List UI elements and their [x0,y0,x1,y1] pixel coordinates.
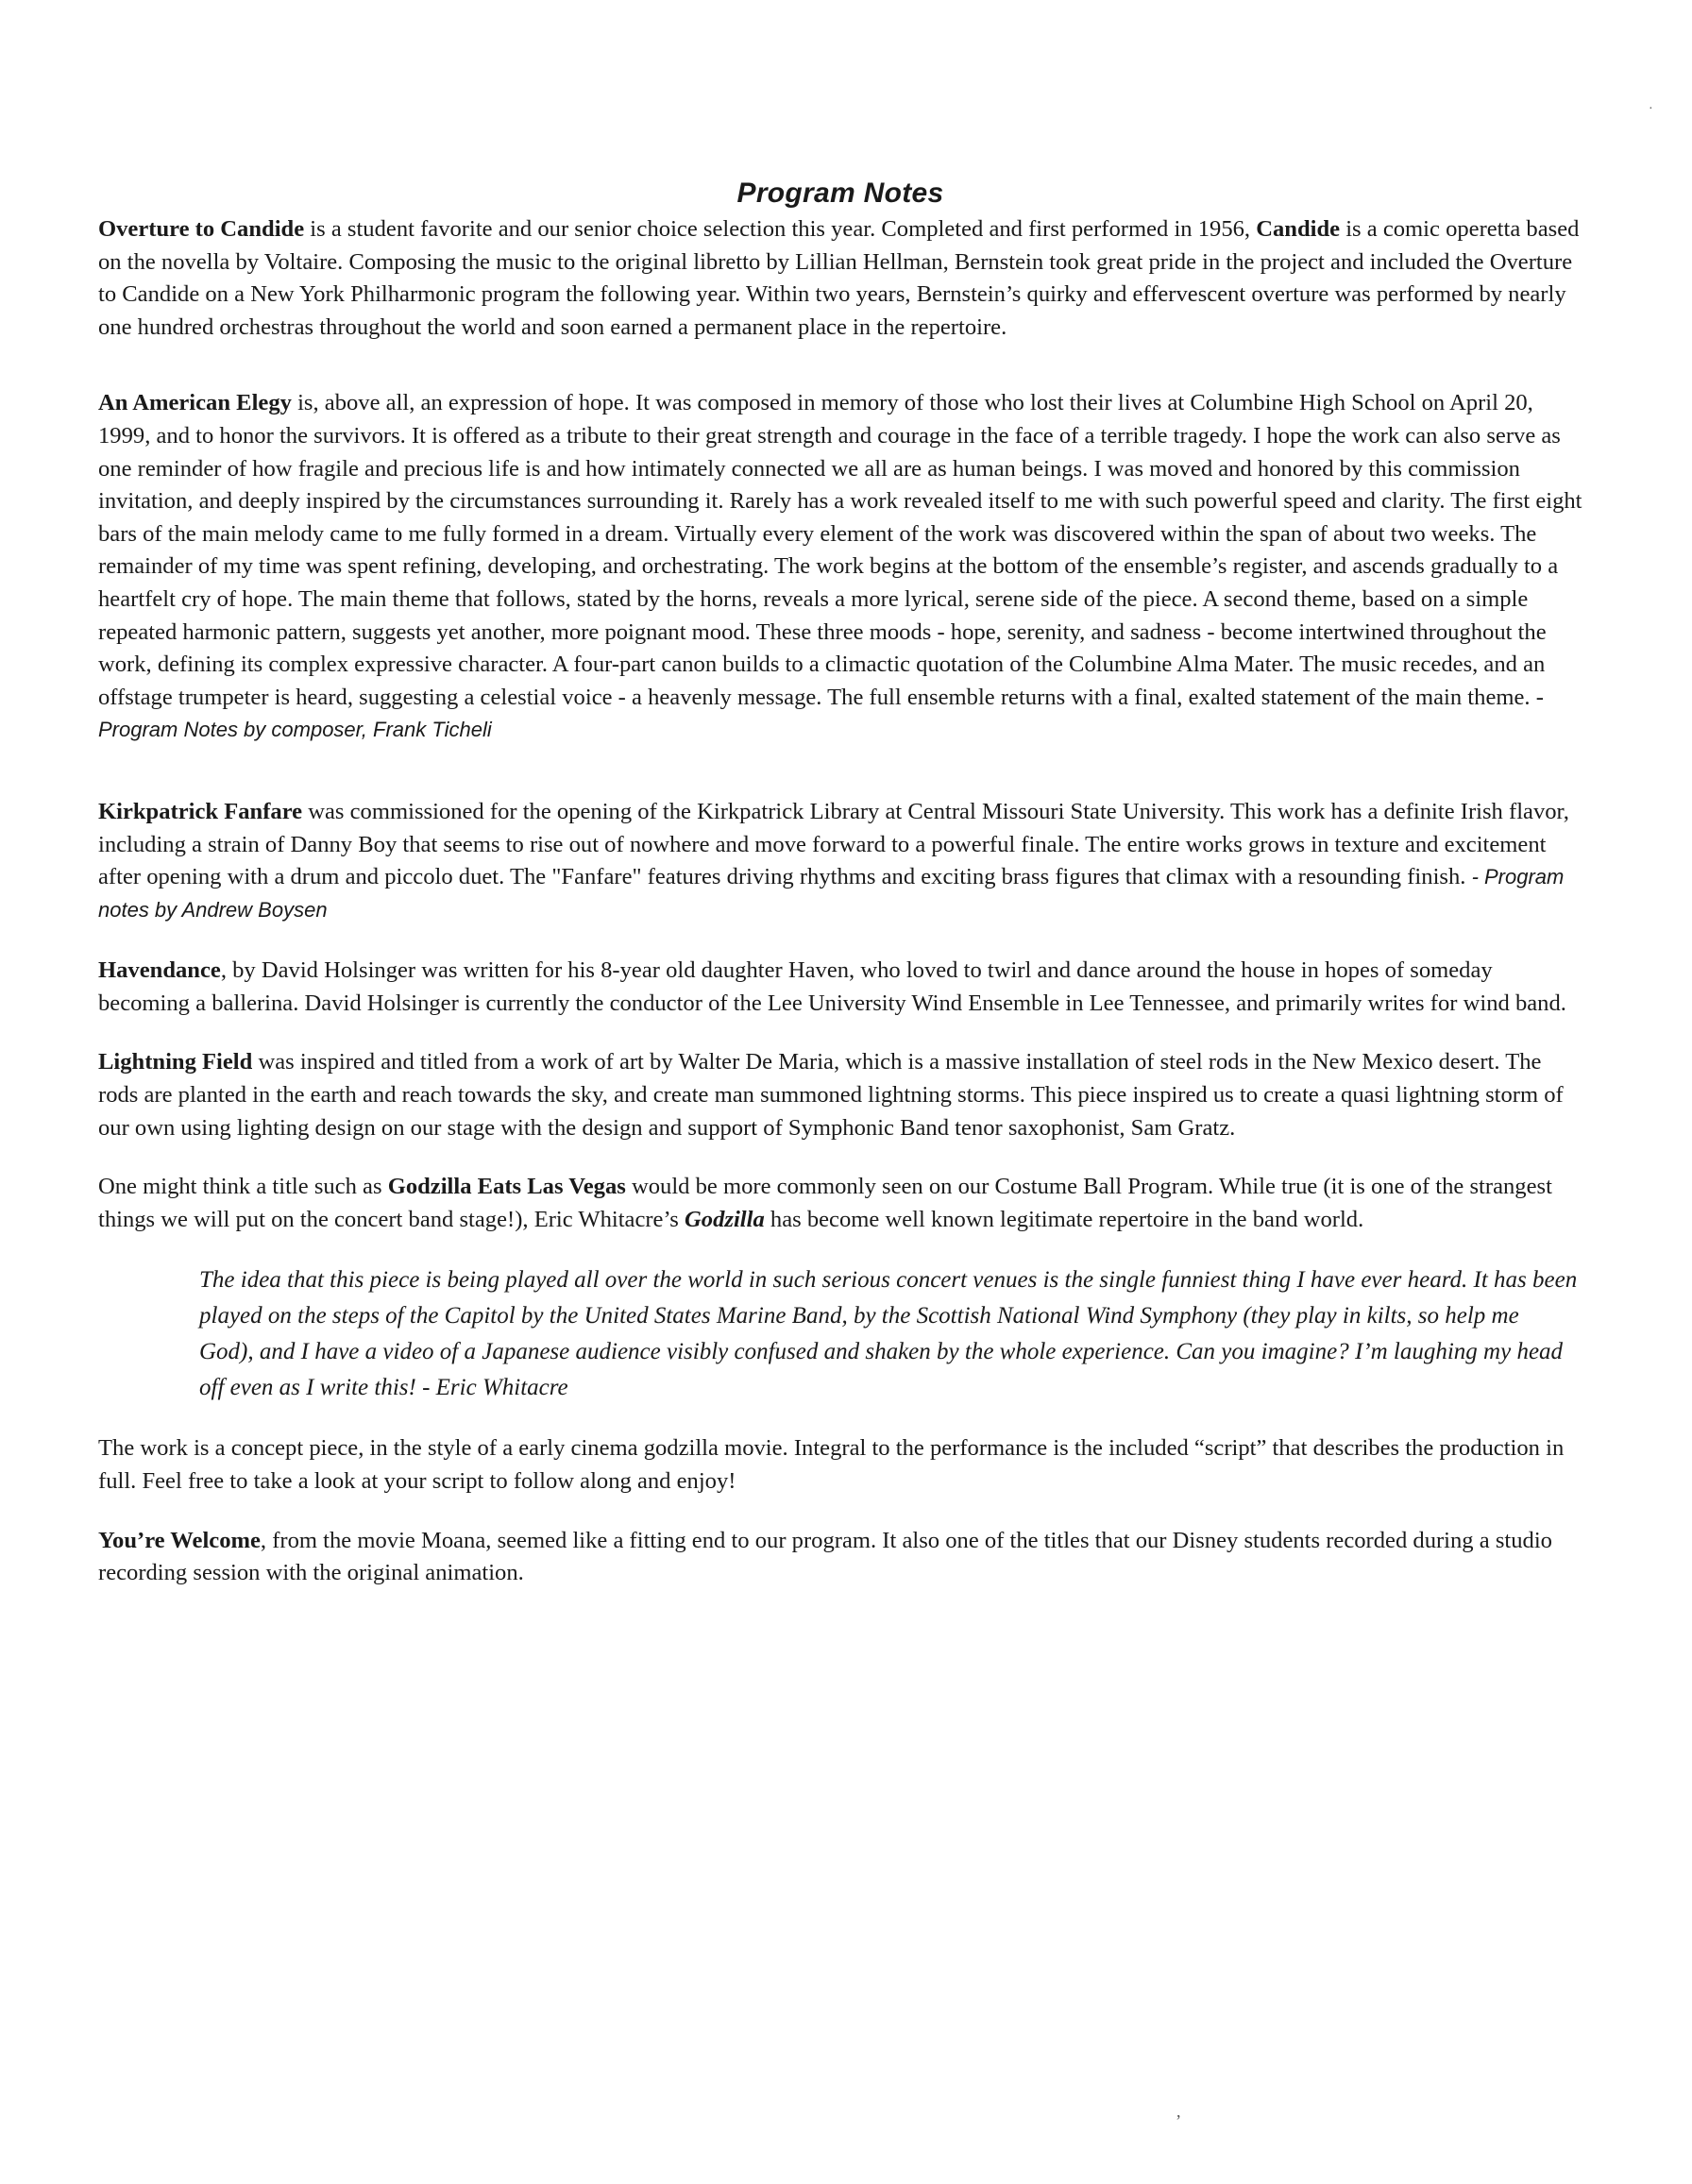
note-credit: Program Notes by composer, Frank Ticheli [98,718,492,742]
piece-title: Godzilla Eats Las Vegas [387,1174,626,1200]
note-text: is, above all, an expression of hope. It was composed in memory of those who lost their lives at Columbine High School on April 20, 1999, and to honor the survivors. It is offered as a tribute to their great strength and courage in the face of a terrible tragedy. I hope the work can also serve as one reminder of how fragile and precious life is and how intimately connected we all are as human beings. I was moved and honored by this commission invitation, and deeply inspired by the circumstances surrounding it. Rarely has a work revealed itself to me with such powerful speed and clarity. The first eight bars of the main melody came to me fully formed in a dream. Virtually every element of the work was discovered within the span of about two weeks. The remainder of my time was spent refining, developing, and orchestrating. The work begins at the bottom of the ensemble’s register, and ascends gradually to a heartfelt cry of hope. The main theme that follows, stated by the horns, reveals a more lyrical, serene side of the piece. A second theme, based on a simple repeated harmonic pattern, suggests yet another, more poignant mood. These three moods - hope, serenity, and sadness - become intertwined throughout the work, defining its complex expressive character. A four-part canon builds to a climactic quotation of the Columbine Alma Mater. The music recedes, and an offstage trumpeter is heard, suggesting a celestial voice - a heavenly message. The full ensemble returns with a final, exalted statement of the main theme. - [98,390,1582,710]
note-concept-piece: The work is a concept piece, in the style of a early cinema godzilla movie. Integral to the performance is the included “script” that describes the production in full. Feel free to take a look at your script to follow along and enjoy! [98,1435,1565,1495]
note-youre-welcome [98,1525,1582,1590]
piece-title: An American Elegy [98,390,292,416]
note-text: One might think a title such as [98,1174,388,1200]
piece-title: Godzilla [685,1206,765,1232]
note-text: was commissioned for the opening of the Kirkpatrick Library at Central Missouri State University. This work has a definite Irish flavor, including a strain of Danny Boy that seems to rise out of nowhere and move forward to a powerful finale. The entire works grows in texture and excitement after opening with a drum and piccolo duet. The "Fanfare" features driving rhythms and exciting brass figures that climax with a resounding finish. [98,798,1569,890]
whitacre-quote: The idea that this piece is being played all over the world in such serious concert venues is the single funniest thing I have ever heard. It has been played on the steps of the Capitol by the United States Marine Band, by the Scottish National Wind Symphony (they play in kilts, so help me God), and I have a video of a Japanese audience visibly confused and shaken by the whole experience. Can you imagine? I’m laughing my head off even as I write this! - Eric Whitacre [199,1267,1578,1401]
scan-speck: , [1176,2102,1181,2121]
note-text: has become well known legitimate repertoire in the band world. [764,1206,1364,1232]
note-an-american-elegy [98,387,1582,747]
note-overture-to-candide [98,213,1582,344]
note-kirkpatrick-fanfare [98,796,1582,926]
piece-title: You’re Welcome [98,1527,261,1553]
note-credit: - Program notes by Andrew Boysen [98,865,1565,922]
note-text: is a comic operetta based on the novella by Voltaire. Composing the music to the original libretto by Lillian Hellman, Bernstein took great pride in the project and included the Overture to Candide on a New York Philharmonic program the following year. Within two years, Bernstein’s quirky and effervescent overture was performed by nearly one hundred orchestras throughout the world and soon earned a permanent place in the repertoire. [98,216,1580,340]
note-lightning-field [98,1046,1582,1144]
program-notes-page [98,178,1582,1590]
note-text: was inspired and titled from a work of art by Walter De Maria, which is a massive installation of steel rods in the New Mexico desert. The rods are planted in the earth and reach towards the sky, and create man summoned lightning storms. This piece inspired us to create a quasi lightning storm of our own using lighting design on our stage with the design and support of Symphonic Band tenor saxophonist, Sam Gratz. [98,1049,1564,1141]
note-text: is a student favorite and our senior choice selection this year. Completed and first performed in 1956, [304,216,1257,242]
piece-title: Candide [1256,216,1341,242]
note-text: would be more commonly seen on our Costume Ball Program. While true (it is one of the strangest things we will put on the concert band stage!), Eric Whitacre’s [98,1174,1552,1232]
note-havendance [98,955,1582,1020]
piece-title: Havendance [98,957,221,984]
note-text: , from the movie Moana, seemed like a fitting end to our program. It also one of the titles that our Disney students recorded during a studio recording session with the original animation. [98,1527,1552,1586]
note-text: , by David Holsinger was written for his 8-year old daughter Haven, who loved to twirl and dance around the house in hopes of someday becoming a ballerina. David Holsinger is currently the conductor of the Lee University Wind Ensemble in Lee Tennessee, and primarily writes for wind band. [98,957,1566,1016]
piece-title: Lightning Field [98,1049,253,1075]
scan-speck: · [1649,102,1653,116]
piece-title: Overture to Candide [98,216,305,242]
page-title: Program Notes [736,178,944,209]
piece-title: Kirkpatrick Fanfare [98,798,303,824]
note-godzilla-eats-las-vegas [98,1171,1582,1236]
